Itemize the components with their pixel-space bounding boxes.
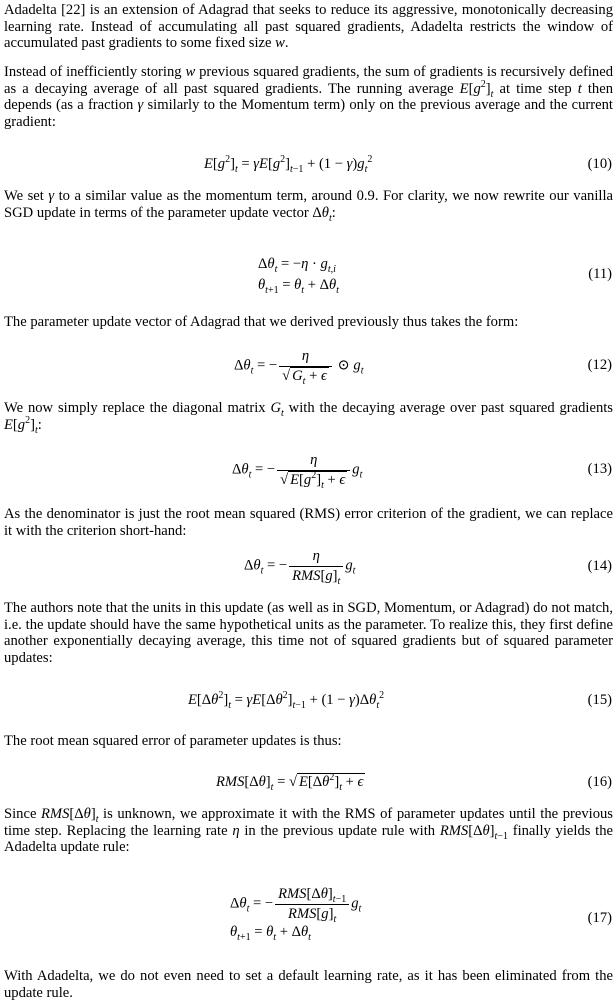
equation-10-body: $E[g^2]_t = \gamma E[g^2]_{t-1} + (1 - \gamma)g_t^2$ [204, 154, 373, 175]
equation-number-12: (12) [587, 357, 612, 373]
paragraph-units-mismatch: The authors note that the units in this update (as well as in SGD, Momentum, or Adagrad) do not match, i.e. the update should have the same hypothetical units as the parameter. To realize this, they first define another exponentially decaying average, this time not of squared gradients but of squared parameter updates: [4, 600, 613, 666]
equation-15-body: $E[\Delta\theta^2]_t = \gamma E[\Delta\theta^2]_{t-1} + (1 - \gamma)\Delta\theta_t^2$ [188, 690, 385, 711]
equation-17-body: $\Delta\theta_t$ = − $\frac{RMS[\Delta\theta]_{t-1}}{RMS[g]_t}$ $g_t$ $\theta_{t+1} = \theta_t + \Delta\theta_t$ [230, 886, 362, 943]
paragraph-gamma-setting: We set γ to a similar value as the momentum term, around 0.9. For clarity, we now rewrite our vanilla SGD update in terms of the parameter update vector $\Delta\theta_t$: [4, 188, 613, 224]
paragraph-adadelta-intro: Adadelta [22] is an extension of Adagrad that seeks to reduce its aggressive, monotonically decreasing learning rate. Instead of accumulating all past squared gradients, Adadelta restricts the window of accumulated past gradients to some fixed size w. [4, 2, 613, 51]
paragraph-approximation: Since $RMS[\Delta\theta]_t$ is unknown, we approximate it with the RMS of parameter updates until the previous time step. Replacing the learning rate η in the previous update rule with $RMS[\Delta\theta]_{t-1}$ finally yields the Adadelta update rule: [4, 806, 614, 855]
paragraph-rms-denominator: As the denominator is just the root mean squared (RMS) error criterion of the gradient, we can replace it with the criterion short-hand: [4, 506, 613, 539]
equation-number-14: (14) [587, 558, 612, 574]
paragraph-rms-updates: The root mean squared error of parameter updates is thus: [4, 733, 342, 749]
equation-14-body: $\Delta\theta_t$ = − $\frac{\eta}{RMS[g]_t}$ $g_t$ [244, 548, 356, 587]
equation-number-17: (17) [587, 910, 612, 926]
equation-13-body: $\Delta\theta_t$ = − $\frac{\eta}{√ E[g^2]_t + \epsilon}$ $g_t$ [232, 452, 363, 491]
paragraph-running-average: Instead of inefficiently storing w previous squared gradients, the sum of gradients is recursively defined as a decaying average of all past squared gradients. The running average $E[g^2]_t$ at time step t then depends (as a fraction γ similarly to the Momentum term) only on the previous average and the current gradient: [4, 64, 614, 130]
equation-number-13: (13) [587, 461, 612, 477]
paragraph-replace-diagonal: We now simply replace the diagonal matrix $G_t$ with the decaying average over past squared gradients $E[g^2]_t$: [4, 400, 613, 436]
equation-number-11: (11) [588, 266, 612, 282]
equation-number-10: (10) [587, 156, 612, 172]
equation-number-16: (16) [587, 774, 612, 790]
paragraph-adagrad-form: The parameter update vector of Adagrad that we derived previously thus takes the form: [4, 314, 519, 330]
paragraph-conclusion: With Adadelta, we do not even need to set a default learning rate, as it has been eliminated from the update rule. [4, 968, 613, 1001]
equation-12-body: $\Delta\theta_t$ = − $\frac{\eta}{√ G_t + \epsilon}$ ⊙ $g_t$ [234, 348, 364, 387]
equation-11-body: $\Delta\theta_t = -\eta \cdot g_{t,i}$ $\theta_{t+1} = \theta_t + \Delta\theta_t$ [258, 256, 339, 296]
equation-16-body: $RMS[\Delta\theta]_t$ = √ $E[\Delta\theta^2]_t + \epsilon$ [216, 772, 364, 793]
equation-number-15: (15) [587, 692, 612, 708]
